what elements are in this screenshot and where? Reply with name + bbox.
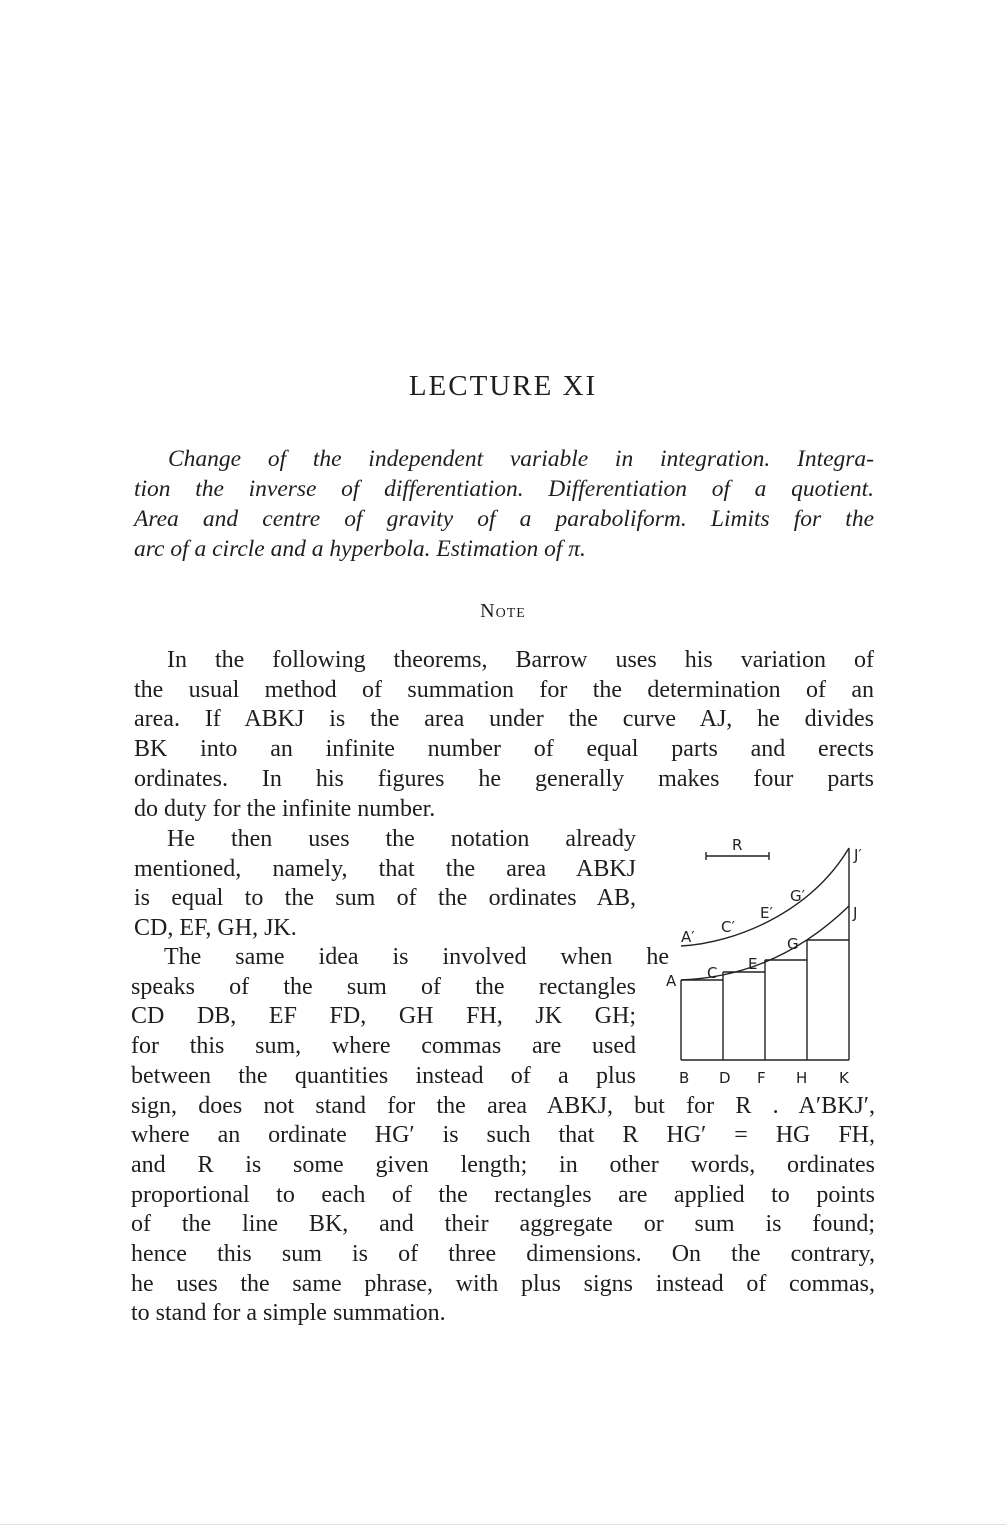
summary-line: Area and centre of gravity of a paraboliform. Limits for the <box>134 506 874 532</box>
summary-line: tion the inverse of differentiation. Differentiation of a quotient. <box>134 476 874 502</box>
label-d: D <box>719 1069 731 1087</box>
text-line: sign, does not stand for the area ABKJ, but for R . A′BKJ′, <box>131 1092 875 1119</box>
text-line: of the line BK, and their aggregate or sum is found; <box>131 1211 875 1238</box>
label-b: B <box>679 1069 690 1087</box>
summation-figure <box>660 828 882 1090</box>
text-line: CD DB, EF FD, GH FH, JK GH; <box>131 1003 636 1030</box>
text-line: between the quantities instead of a plus <box>131 1062 636 1089</box>
lecture-heading: LECTURE XI <box>408 370 598 402</box>
label-c: C <box>707 964 718 982</box>
note-paragraph-2 <box>134 825 636 944</box>
label-f: F <box>757 1069 766 1087</box>
label-c-prime: C′ <box>721 918 735 936</box>
text-line: speaks of the sum of the rectangles <box>131 973 636 1000</box>
text-line: He then uses the notation already <box>167 826 636 852</box>
label-h: H <box>796 1069 808 1087</box>
curve-aprime-jprime <box>681 848 849 946</box>
text-line: he uses the same phrase, with plus signs instead of commas, <box>131 1270 875 1297</box>
label-e: E <box>748 955 758 973</box>
text-line: In the following theorems, Barrow uses his variation of <box>167 647 874 673</box>
summary-line: Change of the independent variable in integration. Integra- <box>168 446 874 472</box>
figure-svg <box>660 828 882 1090</box>
text-line: area. If ABKJ is the area under the curve AJ, he divides <box>134 706 874 733</box>
text-line: the usual method of summation for the determination of an <box>134 676 874 703</box>
note-heading: Note <box>480 600 526 622</box>
label-j: J <box>853 904 858 922</box>
text-line: for this sum, where commas are used <box>131 1033 636 1060</box>
label-g-prime: G′ <box>790 887 806 905</box>
text-line: hence this sum is of three dimensions. On the contrary, <box>131 1241 875 1268</box>
label-e-prime: E′ <box>760 904 773 922</box>
text-line: ordinates. In his figures he generally makes four parts <box>134 765 874 792</box>
label-a-prime: A′ <box>681 928 695 946</box>
text-line: CD, EF, GH, JK. <box>134 915 297 942</box>
label-g: G <box>787 935 799 953</box>
text-line: BK into an infinite number of equal parts and erects <box>134 736 874 763</box>
page-bottom-rule <box>0 1524 1006 1525</box>
label-j-prime: J′ <box>854 846 862 864</box>
text-line: is equal to the sum of the ordinates AB, <box>134 885 636 912</box>
summary-line: arc of a circle and a hyperbola. Estimation of π. <box>134 536 586 562</box>
label-r: R <box>732 836 743 854</box>
label-k: K <box>839 1069 849 1087</box>
text-line: to stand for a simple summation. <box>131 1300 446 1327</box>
text-line: do duty for the infinite number. <box>134 795 436 822</box>
text-line: mentioned, namely, that the area ABKJ <box>134 855 636 882</box>
text-line: proportional to each of the rectangles are applied to points <box>131 1181 875 1208</box>
text-line: and R is some given length; in other words, ordinates <box>131 1151 875 1178</box>
note-paragraph-1 <box>134 646 874 824</box>
text-line: where an ordinate HG′ is such that R HG′ = HG FH, <box>131 1122 875 1149</box>
label-a: A <box>666 972 677 990</box>
text-line: The same idea is involved when he <box>164 944 669 970</box>
lecture-summary <box>134 444 874 564</box>
